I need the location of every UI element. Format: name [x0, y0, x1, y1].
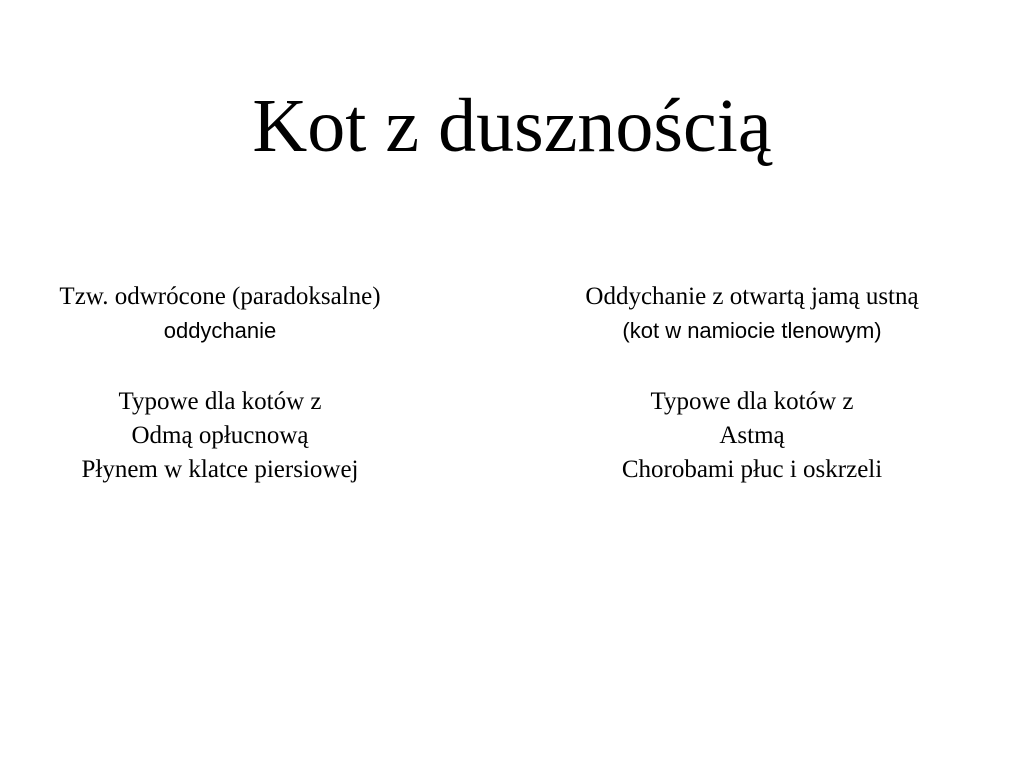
right-column	[532, 280, 972, 487]
right-typical-intro: Typowe dla kotów z	[650, 388, 854, 415]
right-item: Astmą	[719, 422, 785, 449]
left-heading-line1: Tzw. odwrócone (paradoksalne)	[59, 283, 381, 310]
left-column	[10, 280, 430, 487]
left-heading-line2: oddychanie	[163, 318, 277, 343]
left-spacer	[10, 348, 430, 385]
slide-title: Kot z dusznością	[252, 84, 772, 168]
left-typical-intro: Typowe dla kotów z	[118, 388, 322, 415]
left-item: Odmą opłucnową	[131, 422, 309, 449]
left-item: Płynem w klatce piersiowej	[81, 456, 359, 483]
right-heading-line1: Oddychanie z otwartą jamą ustną	[585, 283, 919, 310]
right-spacer	[532, 348, 972, 385]
right-heading-line2: (kot w namiocie tlenowym)	[622, 318, 882, 343]
right-item: Chorobami płuc i oskrzeli	[621, 456, 883, 483]
